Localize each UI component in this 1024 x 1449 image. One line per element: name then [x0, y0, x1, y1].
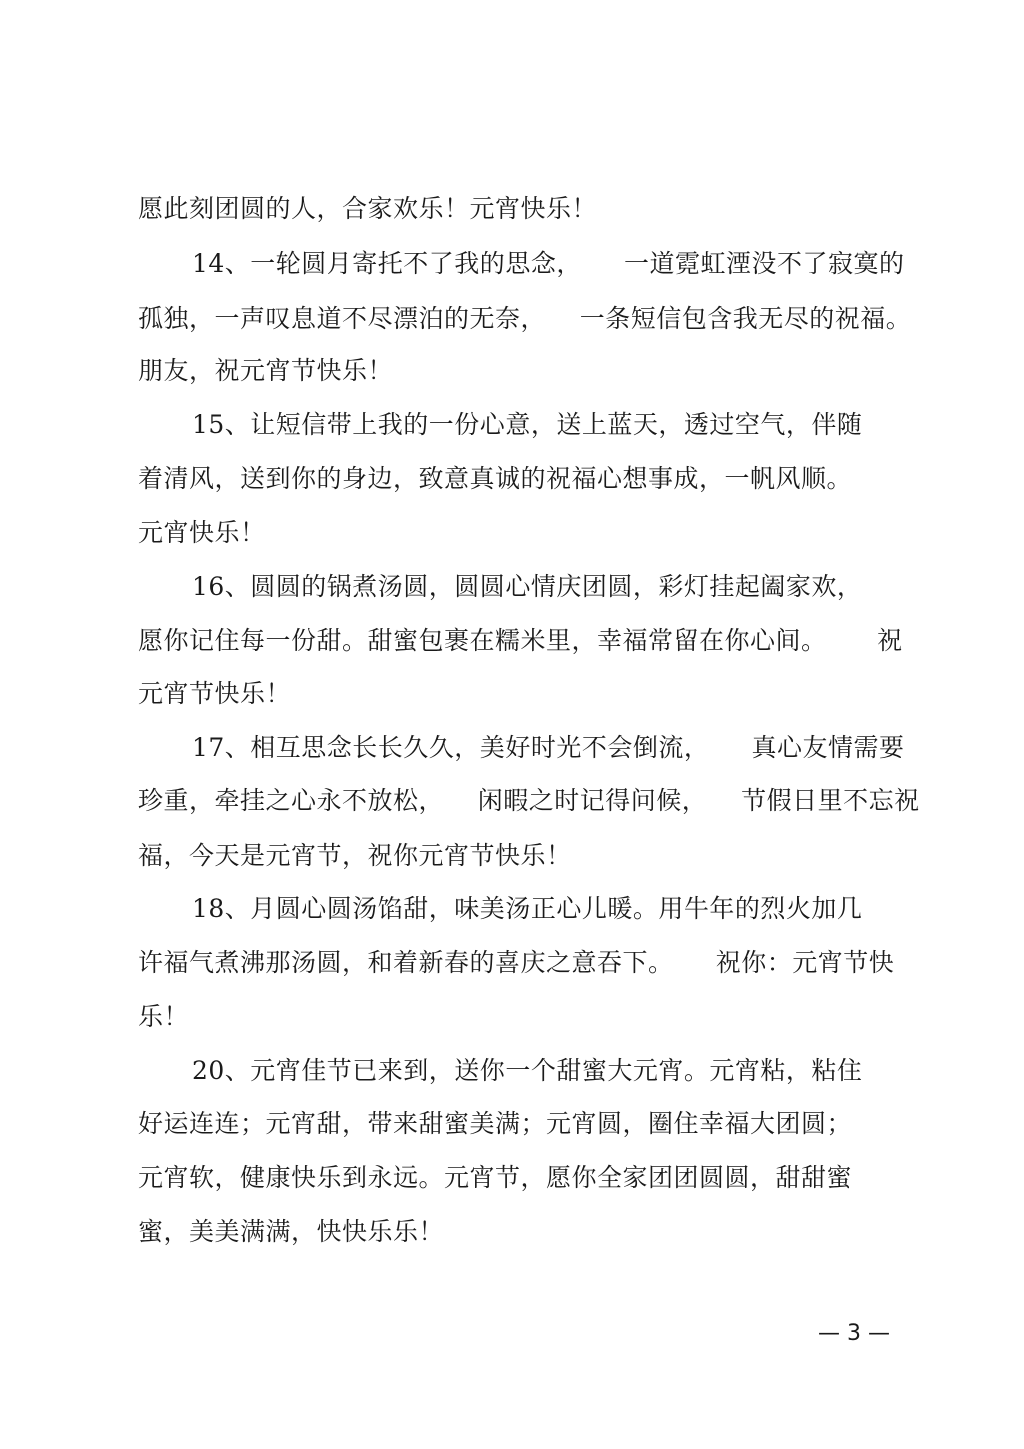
- paragraph-line: 好运连连；元宵甜，带来甜蜜美满；元宵圆，圈住幸福大团圆；: [138, 1109, 853, 1138]
- paragraph-line: 20、元宵佳节已来到，送你一个甜蜜大元宵。元宵粘，粘住: [192, 1056, 863, 1085]
- paragraph-line: 朋友，祝元宵节快乐！: [138, 356, 394, 385]
- paragraph-line: 16、圆圆的锅煮汤圆，圆圆心情庆团圆，彩灯挂起阖家欢，: [192, 572, 863, 601]
- paragraph-line: 元宵软，健康快乐到永远。元宵节，愿你全家团团圆圆，甜甜蜜: [138, 1163, 853, 1192]
- paragraph-line: 17、相互思念长长久久，美好时光不会倒流， 真心友情需要: [192, 733, 905, 762]
- paragraph-line: 福，今天是元宵节，祝你元宵节快乐！: [138, 841, 572, 870]
- paragraph-line: 元宵快乐！: [138, 518, 266, 547]
- paragraph-line: 愿你记住每一份甜。甜蜜包裹在糯米里，幸福常留在你心间。 祝: [138, 626, 903, 655]
- paragraph-line: 18、月圆心圆汤馅甜，味美汤正心儿暖。用牛年的烈火加几: [192, 894, 863, 923]
- paragraph-line: 乐！: [138, 1002, 190, 1031]
- paragraph-line: 着清风，送到你的身边，致意真诚的祝福心想事成，一帆风顺。: [138, 464, 853, 493]
- paragraph-line: 14、一轮圆月寄托不了我的思念， 一道霓虹湮没不了寂寞的: [192, 249, 905, 278]
- paragraph-line: 许福气煮沸那汤圆，和着新春的喜庆之意吞下。 祝你：元宵节快: [138, 948, 895, 977]
- paragraph-line: 愿此刻团圆的人，合家欢乐！元宵快乐！: [138, 194, 598, 223]
- paragraph-line: 蜜，美美满满，快快乐乐！: [138, 1217, 445, 1246]
- paragraph-line: 15、让短信带上我的一份心意，送上蓝天，透过空气，伴随: [192, 410, 863, 439]
- paragraph-line: 珍重，牵挂之心永不放松， 闲暇之时记得问候， 节假日里不忘祝: [138, 786, 920, 815]
- paragraph-line: 元宵节快乐！: [138, 679, 292, 708]
- paragraph-line: 孤独，一声叹息道不尽漂泊的无奈， 一条短信包含我无尽的祝福。: [138, 304, 912, 333]
- page-number: — 3 —: [818, 1321, 890, 1346]
